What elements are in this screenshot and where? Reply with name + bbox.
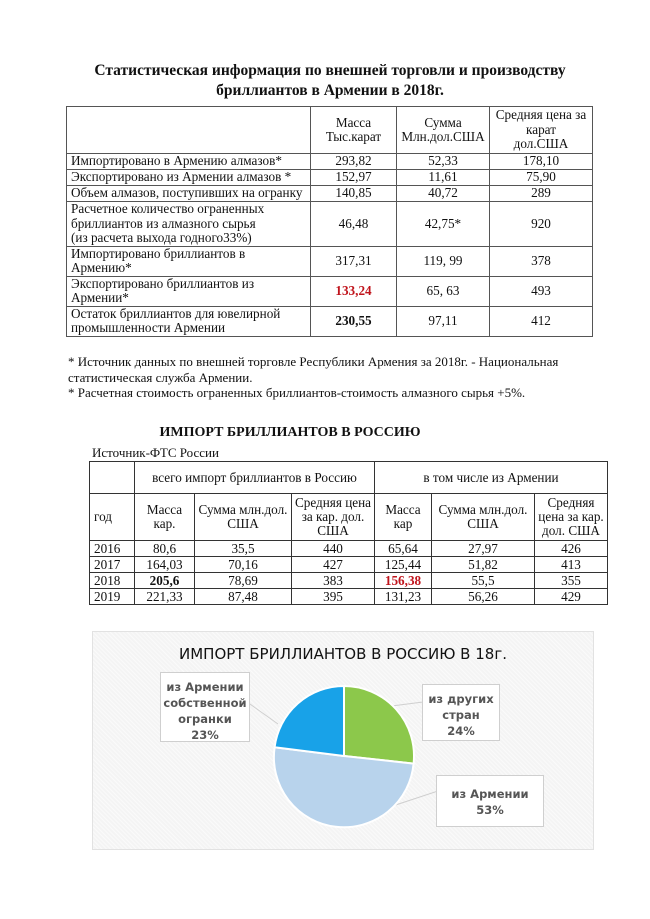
russia-import-title: ИМПОРТ БРИЛЛИАНТОВ В РОССИЮ: [159, 425, 421, 440]
table-row: [67, 186, 593, 202]
cell-price: 493: [490, 276, 593, 306]
table-row: [67, 154, 593, 170]
cell-price: 395: [292, 589, 375, 605]
cell-sum: 42,75*: [397, 202, 490, 247]
header-price-line2: карат: [526, 121, 556, 137]
cell-mass: 46,48: [311, 202, 397, 247]
sub-header-row: [90, 494, 608, 541]
header-mass-line1: Масса: [335, 114, 372, 130]
group-header-row: [90, 462, 608, 494]
footnote-calculation: * Расчетная стоимость ограненных бриллиантов-стоимость алмазного сырья +5%.: [68, 385, 526, 400]
cell-mass: 317,31: [311, 246, 397, 276]
row-label-line: бриллиантов из алмазного сырья: [71, 215, 256, 231]
header-sum-line2: Млн.дол.США: [401, 129, 485, 144]
callout-armenia-own-cut: [160, 672, 250, 742]
cell-year: 2017: [90, 557, 135, 573]
cell-price: 920: [490, 202, 593, 247]
row-label: Объем алмазов, поступивших на огранку: [67, 186, 311, 202]
cell-sum: 35,5: [195, 541, 292, 557]
callout-line: 23%: [191, 728, 219, 742]
header-sum: [397, 107, 490, 154]
row-label: [67, 202, 311, 247]
row-label-line: Импортировано бриллиантов в: [71, 245, 246, 261]
row-label: [67, 246, 311, 276]
cell-arm-mass-highlight: 156,38: [375, 573, 432, 589]
cell-sum: 78,69: [195, 573, 292, 589]
chart-title: ИМПОРТ БРИЛЛИАНТОВ В РОССИЮ В 18г.: [179, 645, 507, 663]
table-row: [90, 557, 608, 573]
cell-price: 289: [490, 186, 593, 202]
header-mass-line2: Тыс.карат: [325, 129, 382, 144]
document-title: [60, 61, 600, 101]
header-mass: Масса кар.: [135, 494, 195, 541]
header-arm-mass: Масса кар: [375, 494, 432, 541]
row-label: Экспортировано из Армении алмазов *: [67, 170, 311, 186]
footnote-source: * Источник данных по внешней торговле Республики Армения за 2018г. - Национальная статистическая служба Армении.: [68, 354, 559, 385]
cell-arm-sum: 56,26: [432, 589, 535, 605]
callout-line: из Армении: [451, 787, 529, 801]
cell-arm-mass: 65,64: [375, 541, 432, 557]
group-header-empty: [90, 462, 135, 494]
row-label-line: Армению*: [71, 260, 132, 275]
header-price-line3: дол.США: [513, 136, 569, 152]
cell-price: 427: [292, 557, 375, 573]
cell-sum: 40,72: [397, 186, 490, 202]
cell-arm-mass: 131,23: [375, 589, 432, 605]
table-row: [67, 306, 593, 336]
callout-line: собственной: [163, 696, 247, 710]
pie-chart: [92, 631, 594, 850]
row-label-line: промышленности Армении: [71, 320, 226, 335]
cell-sum: 87,48: [195, 589, 292, 605]
table-row: [67, 246, 593, 276]
callout-line: из других: [428, 692, 494, 706]
table-row: [67, 276, 593, 306]
table-row: [67, 202, 593, 247]
row-label-line: Расчетное количество ограненных: [71, 201, 265, 216]
header-sum: Сумма млн.дол. США: [195, 494, 292, 541]
row-label-line: (из расчета выхода годного33%): [71, 230, 252, 245]
cell-price: 440: [292, 541, 375, 557]
armenia-trade-table: [66, 106, 593, 337]
cell-arm-sum: 51,82: [432, 557, 535, 573]
cell-sum: 70,16: [195, 557, 292, 573]
cell-sum: 119, 99: [397, 246, 490, 276]
table-row: [67, 170, 593, 186]
cell-mass: 152,97: [311, 170, 397, 186]
cell-mass: 80,6: [135, 541, 195, 557]
header-arm-sum: Сумма млн.дол. США: [432, 494, 535, 541]
russia-import-table: [89, 461, 608, 605]
row-label: [67, 306, 311, 336]
cell-arm-price: 426: [535, 541, 608, 557]
row-label: [67, 276, 311, 306]
russia-import-source: Источник-ФТС России: [92, 445, 219, 460]
callout-line: 53%: [476, 803, 504, 817]
cell-arm-price: 429: [535, 589, 608, 605]
cell-price: 383: [292, 573, 375, 589]
row-label-line: Экспортировано бриллиантов из: [71, 275, 255, 291]
cell-sum: 52,33: [397, 154, 490, 170]
document-title-line1: Статистическая информация по внешней торговли и производству: [94, 62, 566, 79]
cell-mass: 293,82: [311, 154, 397, 170]
row-label-line: Армении*: [71, 290, 129, 305]
cell-year: 2018: [90, 573, 135, 589]
cell-price: 412: [490, 306, 593, 336]
table-row: [90, 541, 608, 557]
header-sum-line1: Сумма: [424, 114, 462, 130]
row-label: Импортировано в Армению алмазов*: [67, 154, 311, 170]
row-label-line: Остаток бриллиантов для ювелирной: [71, 305, 281, 321]
header-arm-price: Средняя цена за кар. дол. США: [535, 494, 608, 541]
header-year: год: [90, 494, 135, 541]
cell-arm-sum: 27,97: [432, 541, 535, 557]
table-header-row: [67, 107, 593, 154]
cell-arm-sum: 55,5: [432, 573, 535, 589]
cell-arm-price: 355: [535, 573, 608, 589]
header-empty: [67, 107, 311, 154]
group-header-total: всего импорт бриллиантов в Россию: [135, 462, 375, 494]
cell-price: 178,10: [490, 154, 593, 170]
cell-sum: 65, 63: [397, 276, 490, 306]
callout-line: огранки: [178, 712, 232, 726]
cell-arm-price: 413: [535, 557, 608, 573]
header-price-line1: Средняя цена за: [495, 107, 587, 123]
cell-price: 75,90: [490, 170, 593, 186]
callout-line: стран: [442, 708, 480, 722]
table-row: [90, 589, 608, 605]
header-price: Средняя цена за кар. дол. США: [292, 494, 375, 541]
cell-sum: 11,61: [397, 170, 490, 186]
pie-slice-armenia-own-cut: [275, 686, 344, 756]
callout-line: из Армении: [166, 680, 244, 694]
callout-other-countries: [422, 684, 500, 741]
cell-mass-highlight: 133,24: [311, 276, 397, 306]
cell-mass: 164,03: [135, 557, 195, 573]
cell-year: 2019: [90, 589, 135, 605]
cell-price: 378: [490, 246, 593, 276]
footnotes: [68, 354, 608, 401]
cell-mass: 221,33: [135, 589, 195, 605]
pie-slice-other-countries: [344, 686, 414, 764]
cell-mass-bold: 205,6: [135, 573, 195, 589]
cell-arm-mass: 125,44: [375, 557, 432, 573]
cell-mass-bold: 230,55: [311, 306, 397, 336]
callout-line: 24%: [447, 724, 475, 738]
callout-armenia: [436, 775, 544, 827]
header-price: [490, 107, 593, 154]
cell-year: 2016: [90, 541, 135, 557]
cell-mass: 140,85: [311, 186, 397, 202]
table-row: [90, 573, 608, 589]
group-header-armenia: в том числе из Армении: [375, 462, 608, 494]
header-mass: [311, 107, 397, 154]
cell-sum: 97,11: [397, 306, 490, 336]
document-title-line2: бриллиантов в Армении в 2018г.: [216, 82, 444, 99]
